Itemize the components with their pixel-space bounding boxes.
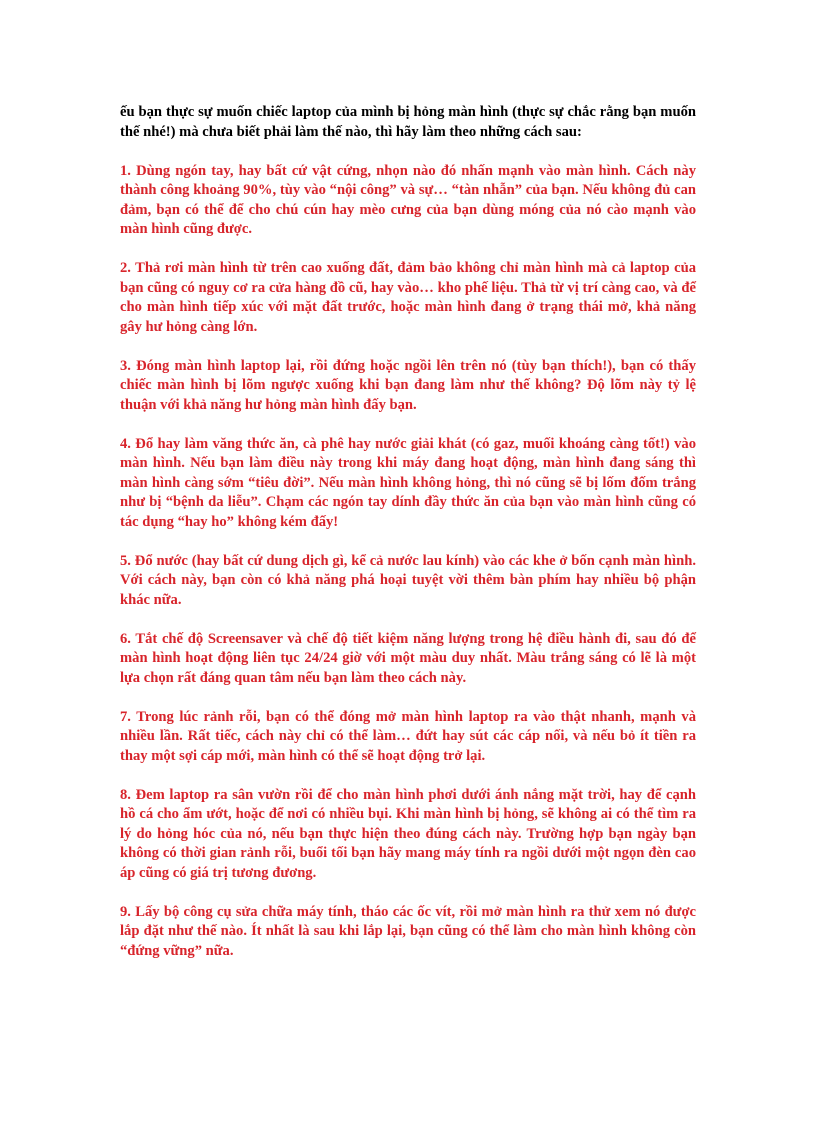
intro-paragraph: ếu bạn thực sự muốn chiếc laptop của mình bị hỏng màn hình (thực sự chắc rằng bạn muốn thế nhé!) mà chưa biết phải làm thế nào, thì hãy làm theo những cách sau: <box>120 104 696 140</box>
list-item-8: 8. Đem laptop ra sân vườn rồi để cho màn hình phơi dưới ánh nắng mặt trời, hay để cạnh hồ cá cho ẩm ướt, hoặc để nơi có nhiều bụi. Khi màn hình bị hỏng, sẽ không ai có thể tìm ra lý do hỏng hóc của nó, nếu bạn thực hiện theo đúng cách này. Trường hợp bạn ngày bạn không có thời gian rảnh rỗi, buổi tối bạn hãy mang máy tính ra ngồi dưới một ngọn đèn cao áp cũng có giá trị tương đương. <box>120 786 696 881</box>
list-item-3: 3. Đóng màn hình laptop lại, rồi đứng hoặc ngồi lên trên nó (tùy bạn thích!), bạn có thấy chiếc màn hình bị lõm ngược xuống khi bạn đang làm như thế không? Độ lõm này tỷ lệ thuận với khả năng hư hỏng màn hình đấy bạn. <box>120 357 696 413</box>
list-item-4: 4. Đổ hay làm văng thức ăn, cà phê hay nước giải khát (có gaz, muối khoáng càng tốt!) vào màn hình. Nếu bạn làm điều này trong khi máy đang hoạt động, màn hình đang sáng thì màn hình càng sớm “tiêu đời”. Nếu màn hình không hỏng, thì nó cũng sẽ bị lốm đốm trắng như bị “bệnh da liễu”. Chạm các ngón tay dính đầy thức ăn của bạn vào màn hình cũng có tác dụng “hay ho” không kém đấy! <box>120 435 696 530</box>
list-item-7: 7. Trong lúc rảnh rỗi, bạn có thể đóng mở màn hình laptop ra vào thật nhanh, mạnh và nhiều lần. Rất tiếc, cách này chỉ có thể làm… đứt hay sút các cáp nối, và nếu bỏ ít tiền ra thay một sợi cáp mới, màn hình có thể sẽ hoạt động trở lại. <box>120 708 696 764</box>
list-item-6: 6. Tắt chế độ Screensaver và chế độ tiết kiệm năng lượng trong hệ điều hành đi, sau đó để màn hình hoạt động liên tục 24/24 giờ với một màu duy nhất. Màu trắng sáng có lẽ là một lựa chọn rất đáng quan tâm nếu bạn làm theo cách này. <box>120 630 696 686</box>
list-item-2: 2. Thả rơi màn hình từ trên cao xuống đất, đảm bảo không chỉ màn hình mà cả laptop của bạn cũng có nguy cơ ra cửa hàng đồ cũ, hay vào… kho phế liệu. Thả từ vị trí càng cao, và để cho màn hình tiếp xúc với mặt đất trước, hoặc màn hình đang ở trạng thái mở, khả năng gây hư hỏng càng lớn. <box>120 260 696 335</box>
list-item-5: 5. Đổ nước (hay bất cứ dung dịch gì, kể cả nước lau kính) vào các khe ở bốn cạnh màn hình. Với cách này, bạn còn có khả năng phá hoại tuyệt vời thêm bàn phím hay nhiều bộ phận khác nữa. <box>120 552 696 608</box>
list-item-9: 9. Lấy bộ công cụ sửa chữa máy tính, tháo các ốc vít, rồi mở màn hình ra thử xem nó được lắp đặt như thế nào. Ít nhất là sau khi lắp lại, bạn cũng có thể làm cho màn hình không còn “đứng vững” nữa. <box>120 903 696 959</box>
list-item-1: 1. Dùng ngón tay, hay bất cứ vật cứng, nhọn nào đó nhấn mạnh vào màn hình. Cách này thành công khoảng 90%, tùy vào “nội công” và sự… “tàn nhẫn” của bạn. Nếu không đủ can đảm, bạn có thể để cho chú cún hay mèo cưng của bạn dùng móng của nó cào mạnh vào màn hình cũng được. <box>120 162 696 237</box>
document-page <box>120 103 696 981</box>
